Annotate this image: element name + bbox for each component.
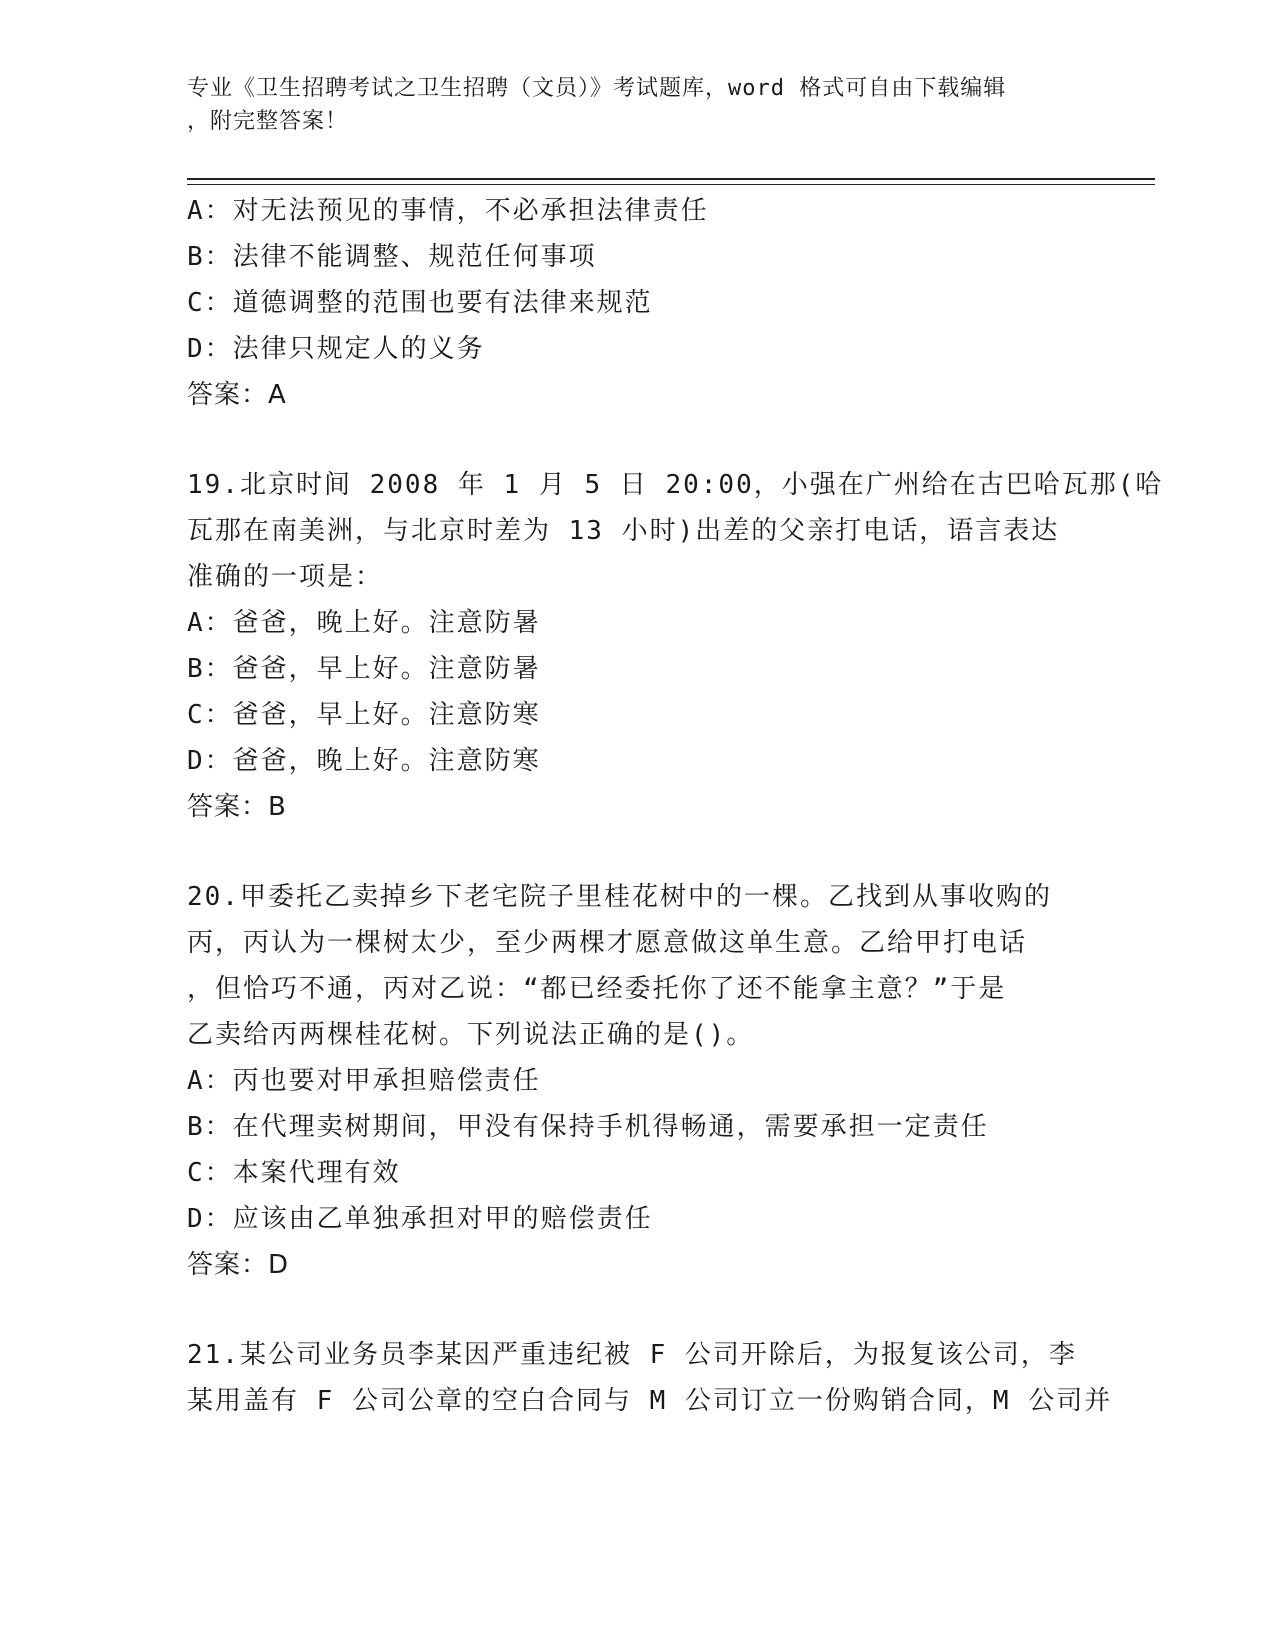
document-header xyxy=(187,72,1087,138)
option-c: C：本案代理有效 xyxy=(187,1158,401,1188)
header-line-2: ，附完整答案！ xyxy=(187,109,349,134)
question-21 xyxy=(187,1332,1113,1424)
question-19 xyxy=(187,462,1164,830)
question-list xyxy=(187,188,1164,1424)
option-d: D：应该由乙单独承担对甲的赔偿责任 xyxy=(187,1204,653,1234)
option-c: C：道德调整的范围也要有法律来规范 xyxy=(187,288,653,318)
question-stem-line: 乙卖给丙两棵桂花树。下列说法正确的是()。 xyxy=(187,1020,755,1050)
question-stem-line: ，但恰巧不通，丙对乙说：“都已经委托你了还不能拿主意？”于是 xyxy=(187,974,1007,1004)
question-stem-line: 准确的一项是： xyxy=(187,562,384,592)
question-stem-line: 丙，丙认为一棵树太少，至少两棵才愿意做这单生意。乙给甲打电话 xyxy=(187,928,1028,958)
header-rule-thin xyxy=(187,184,1155,185)
question-stem-line: 21.某公司业务员李某因严重违纪被 F 公司开除后，为报复该公司，李 xyxy=(187,1340,1077,1370)
option-b: B：爸爸，早上好。注意防暑 xyxy=(187,654,541,684)
question-stem-line: 瓦那在南美洲，与北京时差为 13 小时)出差的父亲打电话，语言表达 xyxy=(187,516,1060,546)
header-rule-thick xyxy=(187,178,1155,180)
answer: 答案：A xyxy=(187,380,287,410)
question-stem-line: 20.甲委托乙卖掉乡下老宅院子里桂花树中的一棵。乙找到从事收购的 xyxy=(187,882,1052,912)
option-b: B：在代理卖树期间，甲没有保持手机得畅通，需要承担一定责任 xyxy=(187,1112,989,1142)
answer: 答案：D xyxy=(187,1250,290,1280)
header-line-1: 专业《卫生招聘考试之卫生招聘（文员）》考试题库，word 格式可自由下载编辑 xyxy=(187,76,1007,101)
option-b: B：法律不能调整、规范任何事项 xyxy=(187,242,597,272)
option-a: A：丙也要对甲承担赔偿责任 xyxy=(187,1066,541,1096)
question-18 xyxy=(187,188,1087,418)
answer: 答案：B xyxy=(187,792,287,822)
option-d: D：法律只规定人的义务 xyxy=(187,334,485,364)
question-stem-line: 19.北京时间 2008 年 1 月 5 日 20:00，小强在广州给在古巴哈瓦那(哈 xyxy=(187,470,1164,500)
option-c: C：爸爸，早上好。注意防寒 xyxy=(187,700,541,730)
question-stem-line: 某用盖有 F 公司公章的空白合同与 M 公司订立一份购销合同，M 公司并 xyxy=(187,1386,1113,1416)
option-a: A：对无法预见的事情，不必承担法律责任 xyxy=(187,196,709,226)
option-d: D：爸爸，晚上好。注意防寒 xyxy=(187,746,541,776)
question-20 xyxy=(187,874,1087,1288)
option-a: A：爸爸，晚上好。注意防暑 xyxy=(187,608,541,638)
